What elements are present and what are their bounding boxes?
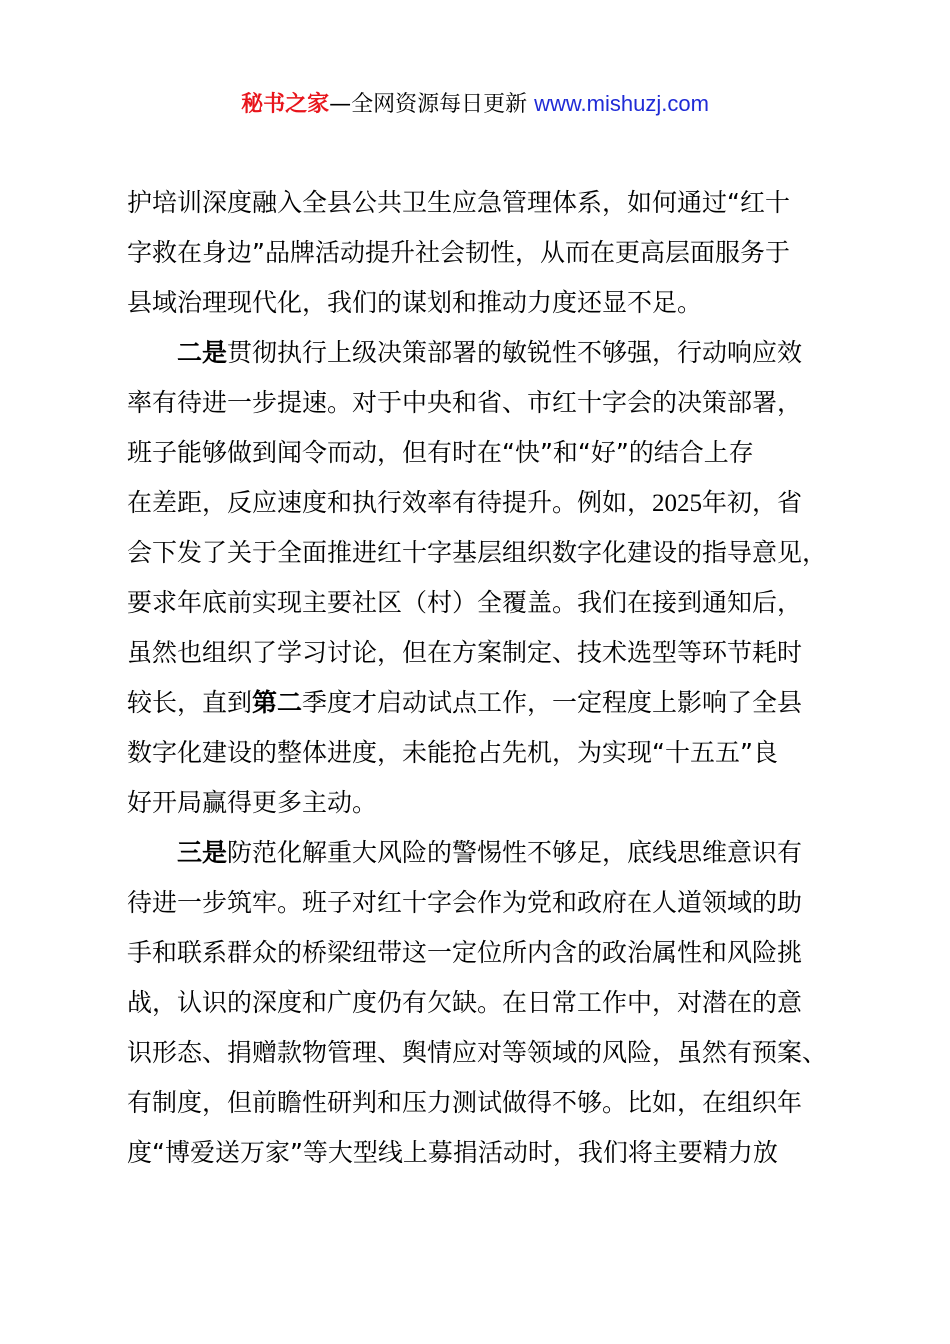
paragraph-line: 识形态、捐赠款物管理、舆情应对等领域的风险，虽然有预案、 xyxy=(127,1038,828,1067)
paragraph-line: 会下发了关于全面推进红十字基层组织数字化建设的指导意见， xyxy=(127,538,828,567)
paragraph-line xyxy=(127,478,839,528)
paragraph-line: 手和联系群众的桥梁纽带这一定位所内含的政治属性和风险挑 xyxy=(127,938,803,967)
paragraph-text: 较长，直到 xyxy=(127,688,253,717)
paragraph-line: 要求年底前实现主要社区（村）全覆盖。我们在接到通知后， xyxy=(127,588,803,617)
paragraph-line: 率有待进一步提速。对于中央和省、市红十字会的决策部署， xyxy=(127,388,803,417)
site-header xyxy=(0,86,950,123)
paragraph-line: 班子能够做到闻令而动，但有时在“快”和“好”的结合上存 xyxy=(127,438,754,467)
paragraph-line: 字救在身边”品牌活动提升社会韧性，从而在更高层面服务于 xyxy=(127,238,790,267)
paragraph-line: 好开局赢得更多主动。 xyxy=(127,788,378,817)
paragraph-text: 季度才启动试点工作，一定程度上影响了全县 xyxy=(302,688,803,717)
paragraph-text: 在差距，反应速度和执行效率有待提升。例如， xyxy=(127,488,653,517)
header-brand: 秘书之家 xyxy=(241,92,330,117)
paragraph-line: 护培训深度融入全县公共卫生应急管理体系，如何通过“红十 xyxy=(127,188,790,217)
paragraph-line xyxy=(127,678,839,728)
paragraph-text: 年初，省 xyxy=(702,488,803,517)
paragraph-line: 度“博爱送万家”等大型线上募捐活动时，我们将主要精力放 xyxy=(127,1138,778,1167)
year-number: 2025 xyxy=(652,490,703,517)
inline-bold-text: 第二 xyxy=(252,688,303,717)
paragraph-lead-bold: 三是 xyxy=(177,838,228,867)
paragraph-line: 待进一步筑牢。班子对红十字会作为党和政府在人道领域的助 xyxy=(127,888,803,917)
paragraph-lead-bold: 二是 xyxy=(177,338,228,367)
paragraph-first-line xyxy=(127,328,839,378)
header-url-link[interactable]: www.mishuzj.com xyxy=(534,91,709,116)
paragraph-first-line xyxy=(127,828,839,878)
paragraph-line: 虽然也组织了学习讨论，但在方案制定、技术选型等环节耗时 xyxy=(127,638,803,667)
paragraph-text: 贯彻执行上级决策部署的敏锐性不够强，行动响应效 xyxy=(227,338,803,367)
header-tagline: —全网资源每日更新 xyxy=(329,92,528,117)
paragraph-line: 数字化建设的整体进度，未能抢占先机，为实现“十五五”良 xyxy=(127,738,778,767)
document-body xyxy=(127,178,839,1178)
paragraph-line: 县域治理现代化，我们的谋划和推动力度还显不足。 xyxy=(127,288,703,317)
paragraph-text: 防范化解重大风险的警惕性不够足，底线思维意识有 xyxy=(227,838,803,867)
paragraph-line: 战，认识的深度和广度仍有欠缺。在日常工作中，对潜在的意 xyxy=(127,988,803,1017)
paragraph-line: 有制度，但前瞻性研判和压力测试做得不够。比如，在组织年 xyxy=(127,1088,803,1117)
